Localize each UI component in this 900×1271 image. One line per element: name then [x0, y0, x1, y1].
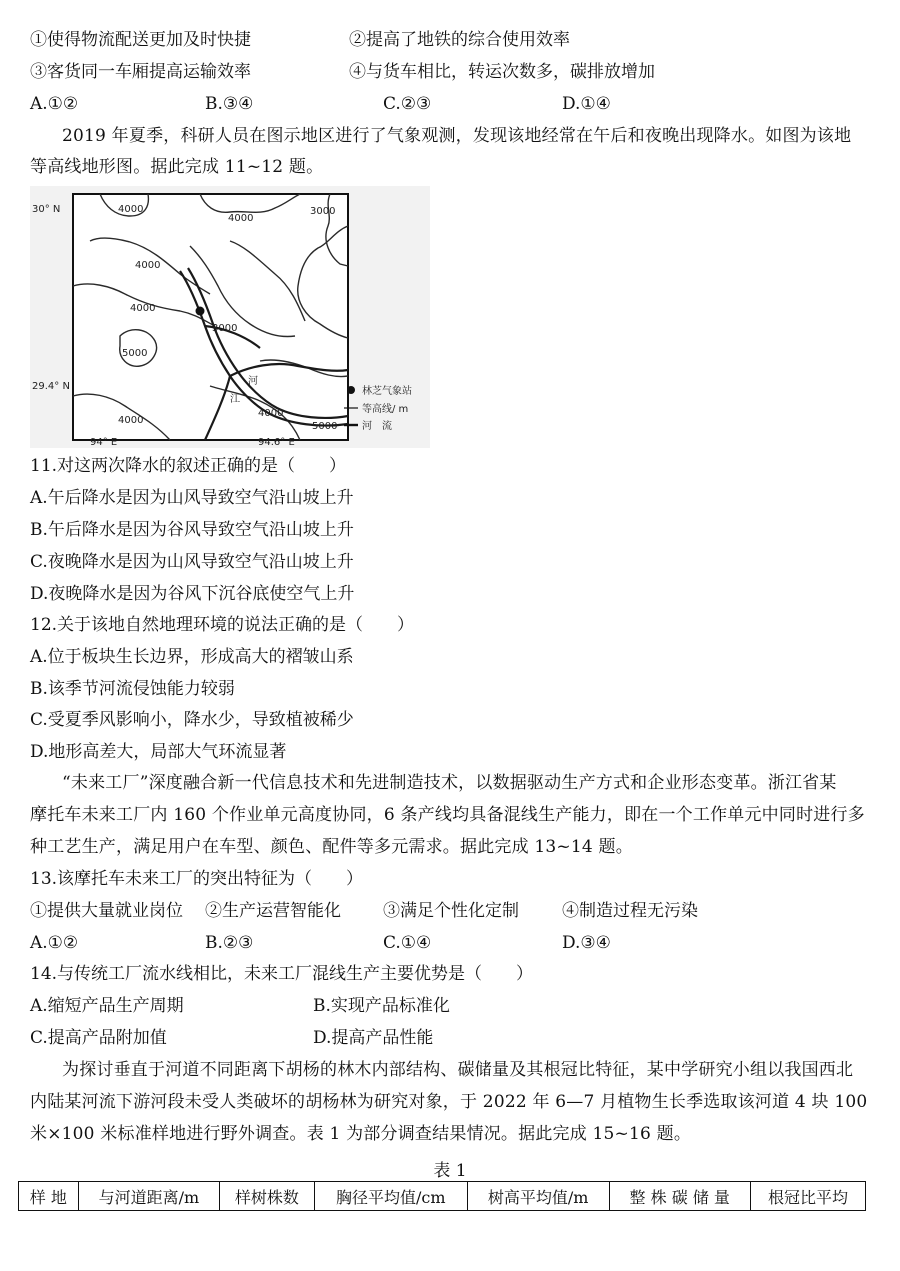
contour-label: 4000: [135, 260, 161, 271]
q10-option-3: ③客货同一车厢提高运输效率: [30, 62, 251, 82]
table-header-cell: 与河道距离/m: [78, 1182, 220, 1211]
q10-option-1: ①使得物流配送更加及时快捷: [30, 30, 251, 50]
passage-13-14-line1: “未来工厂”深度融合新一代信息技术和先进制造技术，以数据驱动生产方式和企业形态变革。浙江省某: [62, 773, 837, 793]
contour-label: 4000: [258, 408, 284, 419]
q12-option-b: B.该季节河流侵蚀能力较弱: [30, 679, 235, 699]
legend-contour-label: 等高线/ m: [362, 404, 409, 415]
q11-option-c: C.夜晚降水是因为山风导致空气沿山坡上升: [30, 552, 354, 572]
table-header-cell: 样 地: [19, 1182, 79, 1211]
passage-13-14-line2: 摩托车未来工厂内 160 个作业单元高度协同，6 条产线均具备混线生产能力，即在一个工作单元中同时进行多: [30, 805, 865, 825]
q14-stem: 14.与传统工厂流水线相比，未来工厂混线生产主要优势是（ ）: [30, 964, 534, 984]
q12-option-d: D.地形高差大，局部大气环流显著: [30, 742, 287, 762]
legend-station-icon: [347, 386, 355, 394]
q11-stem: 11.对这两次降水的叙述正确的是（ ）: [30, 456, 347, 476]
q12-option-c: C.受夏季风影响小，降水少，导致植被稀少: [30, 710, 354, 730]
q13-option-1: ①提供大量就业岗位: [30, 901, 183, 921]
q12-stem: 12.关于该地自然地理环境的说法正确的是（ ）: [30, 615, 415, 635]
q10-option-4: ④与货车相比，转运次数多，碳排放增加: [349, 62, 655, 82]
q13-option-4: ④制造过程无污染: [562, 901, 698, 921]
q12-option-a: A.位于板块生长边界，形成高大的褶皱山系: [30, 647, 354, 667]
q13-option-3: ③满足个性化定制: [383, 901, 519, 921]
contour-map: [30, 186, 430, 448]
lon-label-left: 94° E: [90, 437, 118, 448]
q14-option-b: B.实现产品标准化: [313, 996, 450, 1016]
passage-15-16-line2: 内陆某河流下游河段未受人类破坏的胡杨林为研究对象，于 2022 年 6—7 月植物生长季选取该河道 4 块 100: [30, 1092, 868, 1112]
table-header-cell: 根冠比平均: [750, 1182, 865, 1211]
table-header-cell: 胸径平均值/cm: [314, 1182, 467, 1211]
table-header-row: [19, 1182, 866, 1211]
contour-label: 4000: [130, 303, 156, 314]
river-label: 河: [248, 376, 258, 387]
q13-choice-c: C.①④: [383, 933, 432, 953]
q11-option-d: D.夜晚降水是因为谷风下沉谷底使空气上升: [30, 584, 355, 604]
q13-choice-d: D.③④: [562, 933, 611, 953]
lat-label-bottom: 29.4° N: [32, 381, 70, 392]
passage-15-16-line3: 米×100 米标准样地进行野外调查。表 1 为部分调查结果情况。据此完成 15~16 题。: [30, 1124, 692, 1144]
contour-label: 4000: [228, 213, 254, 224]
legend-station-label: 林芝气象站: [362, 386, 412, 397]
q10-choice-a: A.①②: [30, 94, 79, 114]
q11-option-a: A.午后降水是因为山风导致空气沿山坡上升: [30, 488, 354, 508]
table-header-cell: 整 株 碳 储 量: [609, 1182, 750, 1211]
passage-15-16-line1: 为探讨垂直于河道不同距离下胡杨的林木内部结构、碳储量及其根冠比特征，某中学研究小组以我国西北: [62, 1060, 854, 1080]
passage-11-12-line2: 等高线地形图。据此完成 11~12 题。: [30, 157, 324, 177]
q13-choice-a: A.①②: [30, 933, 79, 953]
q14-option-c: C.提高产品附加值: [30, 1028, 167, 1048]
passage-11-12-line1: 2019 年夏季，科研人员在图示地区进行了气象观测，发现该地经常在午后和夜晚出现降水。如图为该地: [62, 126, 852, 146]
contour-label: 5000: [312, 421, 338, 432]
linzhi-station-marker: [196, 307, 205, 316]
lat-label-top: 30° N: [32, 204, 61, 215]
table-caption: 表 1: [433, 1161, 467, 1181]
q10-choice-d: D.①④: [562, 94, 611, 114]
contour-label: 4000: [118, 415, 144, 426]
q10-option-2: ②提高了地铁的综合使用效率: [349, 30, 570, 50]
q10-choice-b: B.③④: [205, 94, 254, 114]
river-label: 江: [230, 394, 240, 405]
q13-option-2: ②生产运营智能化: [205, 901, 341, 921]
q11-option-b: B.午后降水是因为谷风导致空气沿山坡上升: [30, 520, 354, 540]
q13-choice-b: B.②③: [205, 933, 254, 953]
contour-label: 3000: [212, 323, 238, 334]
contour-label: 3000: [310, 206, 336, 217]
q14-option-d: D.提高产品性能: [313, 1028, 434, 1048]
table-header-cell: 样树株数: [220, 1182, 314, 1211]
contour-label: 5000: [122, 348, 148, 359]
lon-label-right: 94.6° E: [258, 437, 295, 448]
legend-river-label: 河 流: [362, 421, 392, 432]
q13-stem: 13.该摩托车未来工厂的突出特征为（ ）: [30, 869, 364, 889]
q14-option-a: A.缩短产品生产周期: [30, 996, 184, 1016]
table-header-cell: 树高平均值/m: [467, 1182, 609, 1211]
passage-13-14-line3: 种工艺生产，满足用户在车型、颜色、配件等多元需求。据此完成 13~14 题。: [30, 837, 633, 857]
table-1: [18, 1181, 866, 1211]
q10-choice-c: C.②③: [383, 94, 432, 114]
contour-label: 4000: [118, 204, 144, 215]
